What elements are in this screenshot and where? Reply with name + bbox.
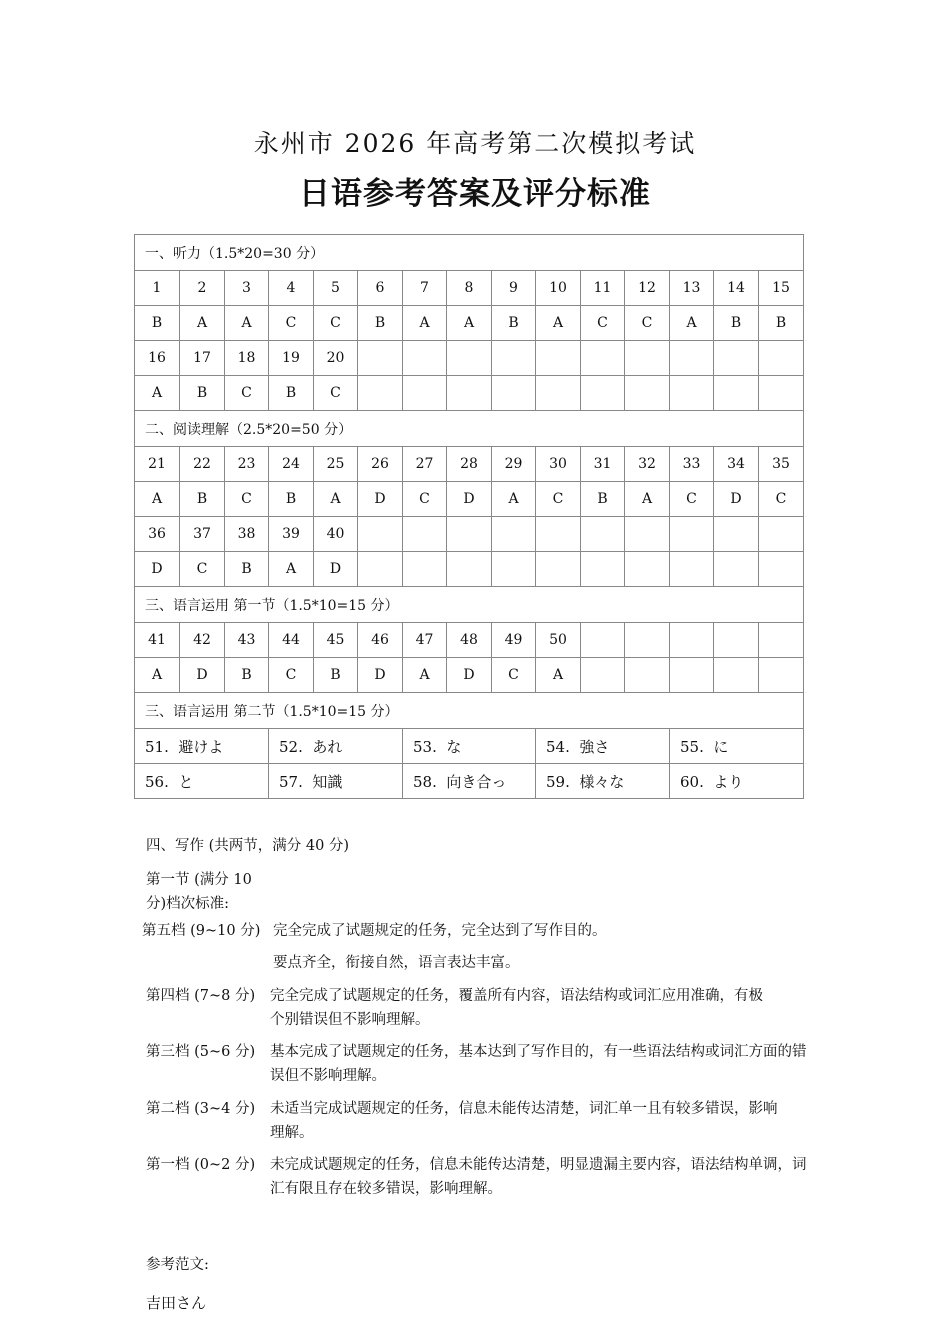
question-number-cell xyxy=(403,517,447,552)
question-number-cell xyxy=(447,517,492,552)
level-5-desc-line2: 要点齐全，衔接自然，语言表达丰富。 xyxy=(273,955,520,971)
fill-answer-word: 強さ xyxy=(579,737,610,756)
level-5-desc-line1: 完全完成了试题规定的任务，完全达到了写作目的。 xyxy=(273,923,607,939)
answer-cell xyxy=(447,376,492,411)
question-number-cell: 49 xyxy=(492,623,536,658)
answer-cell: C xyxy=(225,482,269,517)
question-number-cell: 35 xyxy=(759,447,804,482)
answer-row xyxy=(135,658,804,693)
level-1-label: 第一档 (0~2 分) xyxy=(146,1157,256,1173)
fill-answer-cell xyxy=(670,764,804,799)
answer-cell xyxy=(536,552,581,587)
answer-cell: B xyxy=(759,306,804,341)
question-number-cell: 25 xyxy=(314,447,358,482)
section-heading: 三、语言运用 第二节（1.5*10=15 分） xyxy=(135,693,804,729)
answer-cell xyxy=(403,376,447,411)
fill-answer-cell xyxy=(135,764,269,799)
question-number-cell xyxy=(358,341,403,376)
answer-cell: B xyxy=(714,306,759,341)
answer-cell xyxy=(358,376,403,411)
question-number-cell xyxy=(581,517,625,552)
question-number-cell: 3 xyxy=(225,271,269,306)
answer-cell: B xyxy=(358,306,403,341)
question-number-cell: 23 xyxy=(225,447,269,482)
answer-cell xyxy=(358,552,403,587)
answer-cell xyxy=(625,658,670,693)
fill-answer-word: に xyxy=(713,737,729,756)
question-number-cell xyxy=(403,341,447,376)
fill-question-number: 55. xyxy=(680,737,704,756)
answer-cell: D xyxy=(358,482,403,517)
fill-answer-word: 避けよ xyxy=(178,737,224,756)
question-number-cell: 26 xyxy=(358,447,403,482)
answer-cell: A xyxy=(225,306,269,341)
level-3-label: 第三档 (5~6 分) xyxy=(146,1044,256,1060)
answer-cell: C xyxy=(314,306,358,341)
answer-cell: A xyxy=(135,658,180,693)
answer-cell: B xyxy=(180,482,225,517)
answer-cell: B xyxy=(269,376,314,411)
answer-cell: B xyxy=(492,306,536,341)
question-number-cell: 40 xyxy=(314,517,358,552)
answer-cell: A xyxy=(536,306,581,341)
answer-cell: B xyxy=(269,482,314,517)
question-number-cell: 38 xyxy=(225,517,269,552)
answer-cell: D xyxy=(358,658,403,693)
answer-cell xyxy=(447,552,492,587)
fill-answer-row xyxy=(135,729,804,764)
answer-cell: B xyxy=(180,376,225,411)
question-number-cell: 36 xyxy=(135,517,180,552)
question-number-cell xyxy=(670,341,714,376)
question-number-cell: 42 xyxy=(180,623,225,658)
question-number-cell xyxy=(536,341,581,376)
question-number-cell: 12 xyxy=(625,271,670,306)
answer-cell xyxy=(714,376,759,411)
question-number-cell: 22 xyxy=(180,447,225,482)
question-number-cell: 45 xyxy=(314,623,358,658)
question-number-cell: 43 xyxy=(225,623,269,658)
question-number-cell: 5 xyxy=(314,271,358,306)
answer-cell xyxy=(670,658,714,693)
answer-cell xyxy=(581,376,625,411)
question-number-cell xyxy=(670,623,714,658)
fill-answer-cell xyxy=(536,729,670,764)
answer-cell: C xyxy=(314,376,358,411)
exam-title: 永州市 2026 年高考第二次模拟考试 xyxy=(253,129,697,158)
answer-cell: B xyxy=(225,658,269,693)
answer-cell: A xyxy=(403,306,447,341)
question-number-cell xyxy=(581,341,625,376)
answer-cell: A xyxy=(492,482,536,517)
question-number-cell: 30 xyxy=(536,447,581,482)
question-number-cell: 32 xyxy=(625,447,670,482)
level-4-desc: 完全完成了试题规定的任务，覆盖所有内容，语法结构或词汇应用准确，有极个别错误但不影响理解。 xyxy=(270,988,763,1028)
answer-cell: C xyxy=(759,482,804,517)
answer-row xyxy=(135,447,804,482)
fill-answer-word: 知識 xyxy=(312,772,343,791)
question-number-cell: 15 xyxy=(759,271,804,306)
fill-answer-cell xyxy=(403,729,536,764)
question-number-cell: 44 xyxy=(269,623,314,658)
answer-cell: C xyxy=(670,482,714,517)
fill-question-number: 54. xyxy=(546,737,570,756)
fill-answer-cell xyxy=(536,764,670,799)
writing-heading: 四、写作 (共两节，满分 40 分) xyxy=(146,838,350,854)
answer-row xyxy=(135,482,804,517)
question-number-cell: 4 xyxy=(269,271,314,306)
fill-answer-cell xyxy=(403,764,536,799)
question-number-cell: 28 xyxy=(447,447,492,482)
answer-cell xyxy=(714,552,759,587)
question-number-cell xyxy=(759,341,804,376)
question-number-cell: 33 xyxy=(670,447,714,482)
fill-question-number: 60. xyxy=(680,772,704,791)
answer-cell: C xyxy=(625,306,670,341)
answer-cell: C xyxy=(581,306,625,341)
answer-cell: A xyxy=(180,306,225,341)
answer-cell xyxy=(759,658,804,693)
fill-answer-cell xyxy=(670,729,804,764)
question-number-cell xyxy=(581,623,625,658)
answer-cell: A xyxy=(314,482,358,517)
answer-row xyxy=(135,376,804,411)
answer-cell xyxy=(403,552,447,587)
answer-table xyxy=(134,234,804,799)
answer-row xyxy=(135,552,804,587)
question-number-cell xyxy=(670,517,714,552)
fill-answer-cell xyxy=(269,729,403,764)
answer-cell: C xyxy=(269,658,314,693)
answer-cell: B xyxy=(225,552,269,587)
answer-cell: D xyxy=(180,658,225,693)
question-number-cell xyxy=(714,341,759,376)
question-number-cell xyxy=(759,623,804,658)
fill-answer-cell xyxy=(135,729,269,764)
question-number-cell: 50 xyxy=(536,623,581,658)
section-heading: 二、阅读理解（2.5*20=50 分） xyxy=(135,411,804,447)
level-2-desc: 未适当完成试题规定的任务，信息未能传达清楚，词汇单一且有较多错误，影响理解。 xyxy=(270,1101,778,1141)
answer-row xyxy=(135,623,804,658)
answer-cell: A xyxy=(625,482,670,517)
question-number-cell: 48 xyxy=(447,623,492,658)
writing-part1-label: 第一节 (满分 10 分)档次标准: xyxy=(146,872,252,912)
answer-cell: B xyxy=(581,482,625,517)
answer-cell: C xyxy=(492,658,536,693)
question-number-cell: 1 xyxy=(135,271,180,306)
question-number-cell: 41 xyxy=(135,623,180,658)
answer-cell: D xyxy=(314,552,358,587)
sample-essay-greeting: 吉田さん xyxy=(146,1294,207,1312)
answer-cell: B xyxy=(314,658,358,693)
answer-cell xyxy=(625,552,670,587)
question-number-cell xyxy=(536,517,581,552)
answer-cell: C xyxy=(536,482,581,517)
answer-cell: D xyxy=(135,552,180,587)
question-number-cell: 6 xyxy=(358,271,403,306)
question-number-cell: 10 xyxy=(536,271,581,306)
answer-cell: C xyxy=(403,482,447,517)
question-number-cell xyxy=(447,341,492,376)
question-number-cell xyxy=(492,517,536,552)
answer-cell: A xyxy=(670,306,714,341)
section-heading: 三、语言运用 第一节（1.5*10=15 分） xyxy=(135,587,804,623)
level-1-desc: 未完成试题规定的任务，信息未能传达清楚，明显遗漏主要内容，语法结构单调，词汇有限且存在较多错误，影响理解。 xyxy=(270,1157,807,1197)
question-number-cell: 27 xyxy=(403,447,447,482)
question-number-cell: 11 xyxy=(581,271,625,306)
answer-cell: A xyxy=(269,552,314,587)
question-number-cell: 14 xyxy=(714,271,759,306)
fill-answer-word: あれ xyxy=(312,737,343,756)
question-number-cell xyxy=(714,517,759,552)
fill-answer-cell xyxy=(269,764,403,799)
answer-row xyxy=(135,517,804,552)
fill-question-number: 58. xyxy=(413,772,437,791)
answer-key-title: 日语参考答案及评分标准 xyxy=(299,176,651,212)
fill-question-number: 51. xyxy=(145,737,169,756)
fill-question-number: 52. xyxy=(279,737,303,756)
question-number-cell: 21 xyxy=(135,447,180,482)
level-3-desc: 基本完成了试题规定的任务，基本达到了写作目的，有一些语法结构或词汇方面的错误但不影响理解。 xyxy=(270,1044,807,1084)
sample-essay-label: 参考范文: xyxy=(146,1257,209,1273)
answer-cell xyxy=(536,376,581,411)
question-number-cell: 13 xyxy=(670,271,714,306)
question-number-cell: 8 xyxy=(447,271,492,306)
answer-cell: C xyxy=(225,376,269,411)
answer-cell: A xyxy=(536,658,581,693)
fill-answer-row xyxy=(135,764,804,799)
answer-cell: D xyxy=(447,482,492,517)
question-number-cell: 18 xyxy=(225,341,269,376)
fill-question-number: 59. xyxy=(546,772,570,791)
fill-answer-word: より xyxy=(713,772,744,791)
answer-cell: A xyxy=(447,306,492,341)
question-number-cell: 20 xyxy=(314,341,358,376)
question-number-cell: 46 xyxy=(358,623,403,658)
answer-cell xyxy=(759,552,804,587)
answer-cell: A xyxy=(403,658,447,693)
question-number-cell xyxy=(358,517,403,552)
fill-answer-word: な xyxy=(446,737,462,756)
fill-answer-word: 様々な xyxy=(579,772,625,791)
question-number-cell: 2 xyxy=(180,271,225,306)
answer-row xyxy=(135,271,804,306)
answer-cell xyxy=(670,376,714,411)
question-number-cell: 31 xyxy=(581,447,625,482)
answer-cell xyxy=(759,376,804,411)
fill-answer-word: と xyxy=(178,772,194,791)
question-number-cell xyxy=(492,341,536,376)
fill-question-number: 53. xyxy=(413,737,437,756)
answer-cell xyxy=(714,658,759,693)
question-number-cell: 29 xyxy=(492,447,536,482)
answer-cell: C xyxy=(269,306,314,341)
fill-answer-word: 向き合っ xyxy=(446,772,507,791)
answer-cell xyxy=(492,552,536,587)
answer-cell xyxy=(492,376,536,411)
answer-cell: A xyxy=(135,376,180,411)
question-number-cell: 9 xyxy=(492,271,536,306)
answer-cell xyxy=(581,552,625,587)
question-number-cell: 16 xyxy=(135,341,180,376)
section-heading: 一、听力（1.5*20=30 分） xyxy=(135,235,804,271)
level-2-label: 第二档 (3~4 分) xyxy=(146,1101,256,1117)
answer-cell: A xyxy=(135,482,180,517)
fill-question-number: 56. xyxy=(145,772,169,791)
question-number-cell xyxy=(625,517,670,552)
question-number-cell: 34 xyxy=(714,447,759,482)
answer-cell: C xyxy=(180,552,225,587)
question-number-cell: 37 xyxy=(180,517,225,552)
question-number-cell: 17 xyxy=(180,341,225,376)
question-number-cell: 19 xyxy=(269,341,314,376)
fill-question-number: 57. xyxy=(279,772,303,791)
level-5-label: 第五档 (9~10 分) xyxy=(142,923,261,939)
question-number-cell: 24 xyxy=(269,447,314,482)
question-number-cell: 7 xyxy=(403,271,447,306)
question-number-cell: 47 xyxy=(403,623,447,658)
answer-cell: D xyxy=(447,658,492,693)
question-number-cell xyxy=(625,623,670,658)
answer-cell: B xyxy=(135,306,180,341)
answer-cell xyxy=(625,376,670,411)
answer-cell: D xyxy=(714,482,759,517)
question-number-cell xyxy=(714,623,759,658)
question-number-cell: 39 xyxy=(269,517,314,552)
answer-cell xyxy=(670,552,714,587)
answer-cell xyxy=(581,658,625,693)
question-number-cell xyxy=(759,517,804,552)
question-number-cell xyxy=(625,341,670,376)
answer-row xyxy=(135,306,804,341)
level-4-label: 第四档 (7~8 分) xyxy=(146,988,256,1004)
answer-row xyxy=(135,341,804,376)
